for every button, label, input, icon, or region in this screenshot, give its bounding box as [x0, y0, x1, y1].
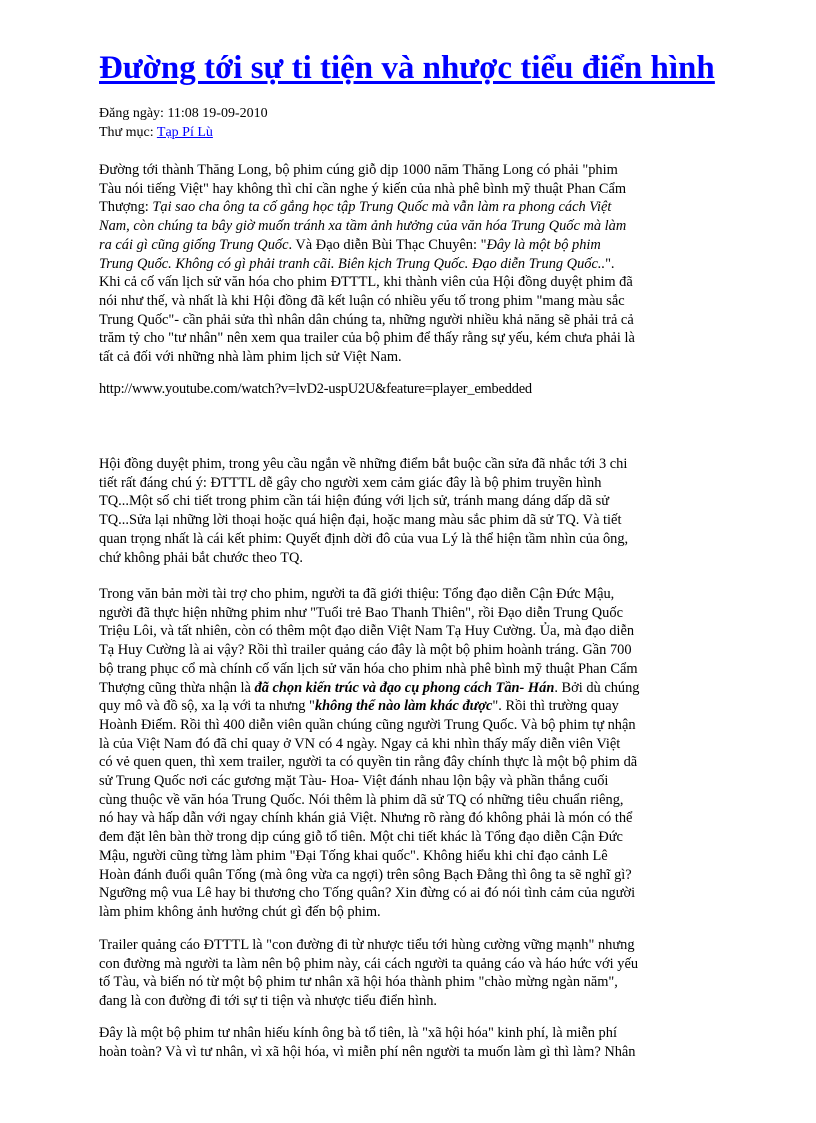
video-url-text	[99, 380, 532, 399]
text-line	[99, 604, 640, 623]
quote-text: Đây là một bộ phim	[486, 236, 601, 253]
text-segment: là của Việt Nam đó đã chỉ quay ở VN có 4 ngày. Ngay cả khi nhìn thấy mấy diễn viên Việt	[99, 735, 621, 752]
article-title-link[interactable]: Đường tới sự ti tiện và nhược tiểu điển hình	[99, 50, 715, 86]
text-line	[99, 511, 628, 530]
text-segment: http://www.youtube.com/watch?v=lvD2-uspU2U&feature=player_embedded	[99, 381, 532, 397]
text-line	[99, 716, 640, 735]
text-segment: nó hay và hấp dẫn với ngay chính khán giả Việt. Nhưng rõ ràng đó không phải là món có thể	[99, 810, 633, 827]
text-line	[99, 549, 628, 568]
text-line	[99, 903, 640, 922]
text-segment: trăm tỷ cho "tư nhân" nên xem qua trailer của bộ phim để thấy rằng sự yếu, kém chưa phải là	[99, 330, 635, 347]
quote-text: Tại sao cha ông ta cố gắng học tập Trung Quốc mà vẫn làm ra phong cách Việt	[152, 199, 612, 216]
text-line	[99, 236, 635, 255]
text-segment: tố Tàu, và biến nó từ một bộ phim tư nhân xã hội hóa thành phim "chào mừng ngàn năm",	[99, 974, 618, 991]
text-segment: quy mô và đồ sộ, xa lạ với ta nhưng "	[99, 698, 315, 715]
text-segment: bộ trang phục cổ mà chính cố vấn lịch sử văn hóa cho phim nhà phê bình mỹ thuật Phan Cẩm	[99, 660, 638, 677]
text-segment: Tàu nói tiếng Việt" hay không thì chỉ cần nghe ý kiến của nhà phê bình mỹ thuật Phan Cẩm	[99, 180, 627, 197]
paragraph	[99, 585, 640, 922]
text-segment: TQ...Sửa lại những lời thoại hoặc quá hiện đại, hoặc mang màu sắc phim dã sử TQ. Và tiết	[99, 512, 622, 529]
text-line	[99, 753, 640, 772]
text-segment: nói như thế, và nhất là khi Hội đồng đã kết luận có nhiều yếu tố trong phim "mang màu sắc	[99, 292, 625, 309]
text-line	[99, 973, 638, 992]
post-date	[99, 104, 268, 123]
text-line	[99, 884, 640, 903]
text-line	[99, 273, 635, 292]
quote-text: Nam, còn chúng ta bây giờ muốn tránh xa tầm ảnh hưởng của văn hóa Trung Quốc mà làm	[99, 218, 627, 235]
text-segment: . Bởi dù chúng	[554, 679, 640, 696]
text-line	[99, 641, 640, 660]
text-line	[99, 955, 638, 974]
text-line	[99, 180, 635, 199]
category-label: Thư mục:	[99, 125, 154, 140]
text-segment: làm phim không ảnh hưởng chút gì đến bộ phim.	[99, 903, 381, 920]
text-line	[99, 311, 635, 330]
text-segment: Hoàn đánh đuổi quân Tống (mà ông vừa ca ngợi) trên sông Bạch Đằng thì ông ta sẽ nghĩ gì?	[99, 866, 632, 883]
category	[99, 123, 268, 142]
paragraph	[99, 1024, 636, 1061]
text-segment: đang là con đường đi tới sự ti tiện và nhược tiểu điển hình.	[99, 993, 437, 1010]
text-segment: Triệu Lôi, và tất nhiên, còn có thêm một đạo diễn Việt Nam Tạ Huy Cường. Ủa, mà đạo diễn	[99, 623, 635, 640]
text-line	[99, 992, 638, 1011]
text-line	[99, 791, 640, 810]
text-line	[99, 847, 640, 866]
emphasis-text: không thể nào làm khác được	[314, 698, 493, 715]
text-line	[99, 474, 628, 493]
text-segment: TQ...Một số chi tiết trong phim cần tái hiện đúng với lịch sử, tránh mang dáng dấp dã sử	[99, 493, 610, 510]
text-segment: tất cả đối với những nhà làm phim lịch sử Việt Nam.	[99, 349, 402, 366]
text-segment: sử Trung Quốc nơi các gương mặt Tàu- Hoa- Việt đánh nhau lộn bậy và phần thắng cuối	[99, 773, 609, 790]
text-line	[99, 585, 640, 604]
emphasis-text: đã chọn kiến trúc và đạo cụ phong cách Tần- Hán	[254, 679, 555, 696]
text-line	[99, 329, 635, 348]
text-segment: đem đặt lên bàn thờ trong dịp cúng giỗ tổ tiên. Một chi tiết khác là Tổng đạo diễn Cận Đức	[99, 829, 623, 846]
paragraph	[99, 455, 628, 567]
text-line	[99, 735, 640, 754]
text-segment: quan trọng nhất là cái kết phim: Quyết định dời đô của vua Lý là thể hiện tầm nhìn của ông,	[99, 530, 629, 547]
text-segment: Mậu, người cũng từng làm phim "Đại Tống khai quốc". Không hiểu khi chỉ đạo cảnh Lê	[99, 847, 608, 864]
text-line	[99, 217, 635, 236]
text-segment: Trailer quảng cáo ĐTTTL là "con đường đi từ nhược tiểu tới hùng cường vững mạnh" nhưng	[99, 937, 635, 953]
text-line	[99, 809, 640, 828]
text-segment: người đã thực hiện những phim như "Tuổi trẻ Bao Thanh Thiên", rồi Đạo diễn Trung Quốc	[99, 604, 623, 621]
text-line	[99, 828, 640, 847]
article-title[interactable]	[99, 48, 715, 88]
text-line	[99, 866, 640, 885]
text-line	[99, 492, 628, 511]
article-meta	[99, 104, 268, 142]
post-date-label: Đăng ngày:	[99, 106, 164, 121]
text-line	[99, 380, 532, 399]
text-line	[99, 1024, 636, 1043]
text-segment: Khi cả cố vấn lịch sử văn hóa cho phim ĐTTTL, khi thành viên của Hội đồng duyệt phim đã	[99, 274, 633, 291]
text-segment: có vẻ quen quen, thì xem trailer, người ta có quyền tin rằng đây chính thực là một bộ phim dã	[99, 754, 638, 771]
text-line	[99, 161, 635, 180]
quote-text: ra cái gì cũng giống Trung Quốc	[99, 236, 289, 253]
text-segment: hoàn toàn? Và vì tư nhân, vì xã hội hóa, vì miễn phí nên người ta muốn làm gì thì làm? Nhân	[99, 1043, 636, 1060]
text-line	[99, 255, 635, 274]
post-date-value: 11:08 19-09-2010	[167, 106, 268, 121]
text-line	[99, 348, 635, 367]
text-segment: Thượng:	[99, 199, 153, 216]
text-segment: Đường tới thành Thăng Long, bộ phim cúng giỗ dịp 1000 năm Thăng Long có phải "phim	[99, 162, 618, 178]
text-line	[99, 679, 640, 698]
text-line	[99, 660, 640, 679]
text-line	[99, 292, 635, 311]
text-line	[99, 622, 640, 641]
text-segment: chứ không phải bắt chước theo TQ.	[99, 549, 303, 566]
text-line	[99, 1043, 636, 1062]
text-segment: Hoành Điếm. Rồi thì 400 diễn viên quần chúng cũng người Trung Quốc. Và bộ phim tự nhận	[99, 716, 636, 733]
text-segment: Ngưỡng mộ vua Lê hay bi thương cho Tống quân? Xin đừng có ai đó nói tình cảm của người	[99, 885, 636, 902]
text-segment: Thượng cũng thừa nhận là	[99, 679, 255, 696]
quote-text: Trung Quốc. Không có gì phải tranh cãi. Biên kịch Trung Quốc. Đạo diễn Trung Quốc..	[99, 255, 606, 272]
text-segment: Trung Quốc"- cần phải sửa thì nhân dân chúng ta, những người nhiều khả năng sẽ phải trả cả	[99, 311, 634, 328]
text-line	[99, 455, 628, 474]
text-segment: cùng thuộc về văn hóa Trung Quốc. Nói thêm là phim dã sử TQ có những tiêu chuẩn riêng,	[99, 791, 624, 808]
text-segment: Trong văn bản mời tài trợ cho phim, người ta đã giới thiệu: Tổng đạo diễn Cận Đức Mậu,	[99, 586, 615, 602]
text-segment: tiết rất đáng chú ý: ĐTTTL dễ gây cho người xem cảm giác đây là bộ phim truyền hình	[99, 474, 602, 491]
text-line	[99, 772, 640, 791]
text-segment: Hội đồng duyệt phim, trong yêu cầu ngắn về những điểm bắt buộc cần sửa đã nhắc tới 3 chi	[99, 456, 628, 472]
paragraph	[99, 936, 638, 1011]
text-segment: ". Rồi thì trường quay	[492, 698, 619, 715]
text-line	[99, 697, 640, 716]
text-segment: Tạ Huy Cường là ai vậy? Rồi thì trailer quảng cáo đây là một bộ phim hoành tráng. Gần 700	[99, 642, 632, 659]
text-segment: . Và Đạo diễn Bùi Thạc Chuyên: "	[288, 236, 487, 253]
text-line	[99, 936, 638, 955]
text-line	[99, 198, 635, 217]
text-segment: Đây là một bộ phim tư nhân hiếu kính ông bà tổ tiên, là "xã hội hóa" kinh phí, là miễn phí	[99, 1025, 617, 1041]
text-segment: ".	[605, 255, 615, 272]
category-link[interactable]: Tạp Pí Lù	[156, 125, 213, 140]
text-line	[99, 530, 628, 549]
text-segment: con đường mà người ta làm nên bộ phim này, cái cách người ta quảng cáo và háo hức với yếu	[99, 955, 639, 972]
paragraph	[99, 161, 635, 367]
